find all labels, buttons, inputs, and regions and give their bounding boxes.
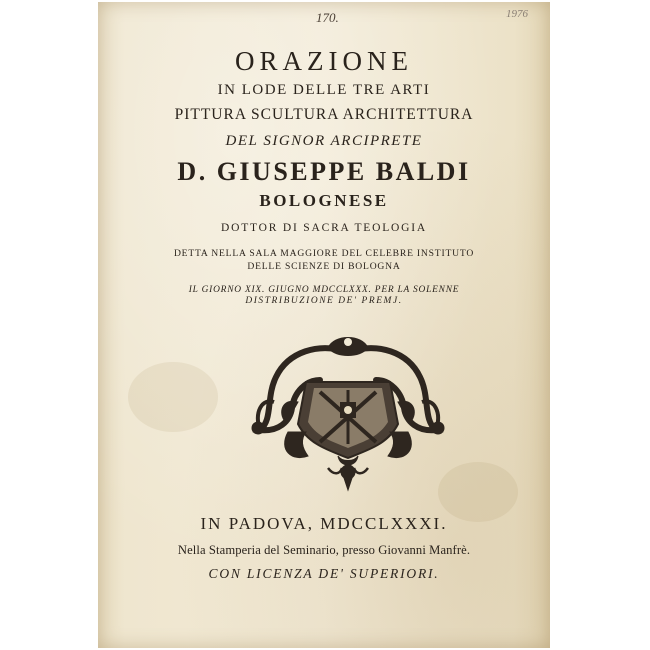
date-line-1: IL GIORNO XIX. GIUGNO MDCCLXXX. PER LA SOLENNE <box>188 285 460 295</box>
paper-stain <box>128 362 218 432</box>
page-number-faint: 1976 <box>506 8 528 20</box>
occasion-line-1: DETTA NELLA SALA MAGGIORE DEL CELEBRE INSTITUTO <box>173 248 475 259</box>
imprint-place: IN PADOVA, MDCCLXXXI. <box>200 514 448 533</box>
imprint-printer: Nella Stamperia del Seminario, presso Giovanni Manfrè. <box>177 543 471 557</box>
printer-ornament-icon <box>248 332 448 492</box>
subtitle-line-2: PITTURA SCULTURA ARCHITETTURA <box>174 106 474 123</box>
imprint-license: CON LICENZA DE' SUPERIORI. <box>208 566 440 581</box>
subtitle-line-3: DEL SIGNOR ARCIPRETE <box>225 133 423 149</box>
subtitle-line-1: IN LODE DELLE TRE ARTI <box>217 82 431 98</box>
page-number: 170. <box>316 10 339 25</box>
author-name: D. GIUSEPPE BALDI <box>177 157 471 186</box>
author-origin: BOLOGNESE <box>259 191 389 210</box>
paper-stain <box>438 462 518 522</box>
date-line-2: DISTRIBUZIONE DE' PREMJ. <box>245 296 403 306</box>
title: ORAZIONE <box>235 46 413 76</box>
occasion-line-2: DELLE SCIENZE DI BOLOGNA <box>247 261 401 272</box>
author-degree: DOTTOR DI SACRA TEOLOGIA <box>220 222 427 234</box>
title-page <box>98 2 550 648</box>
